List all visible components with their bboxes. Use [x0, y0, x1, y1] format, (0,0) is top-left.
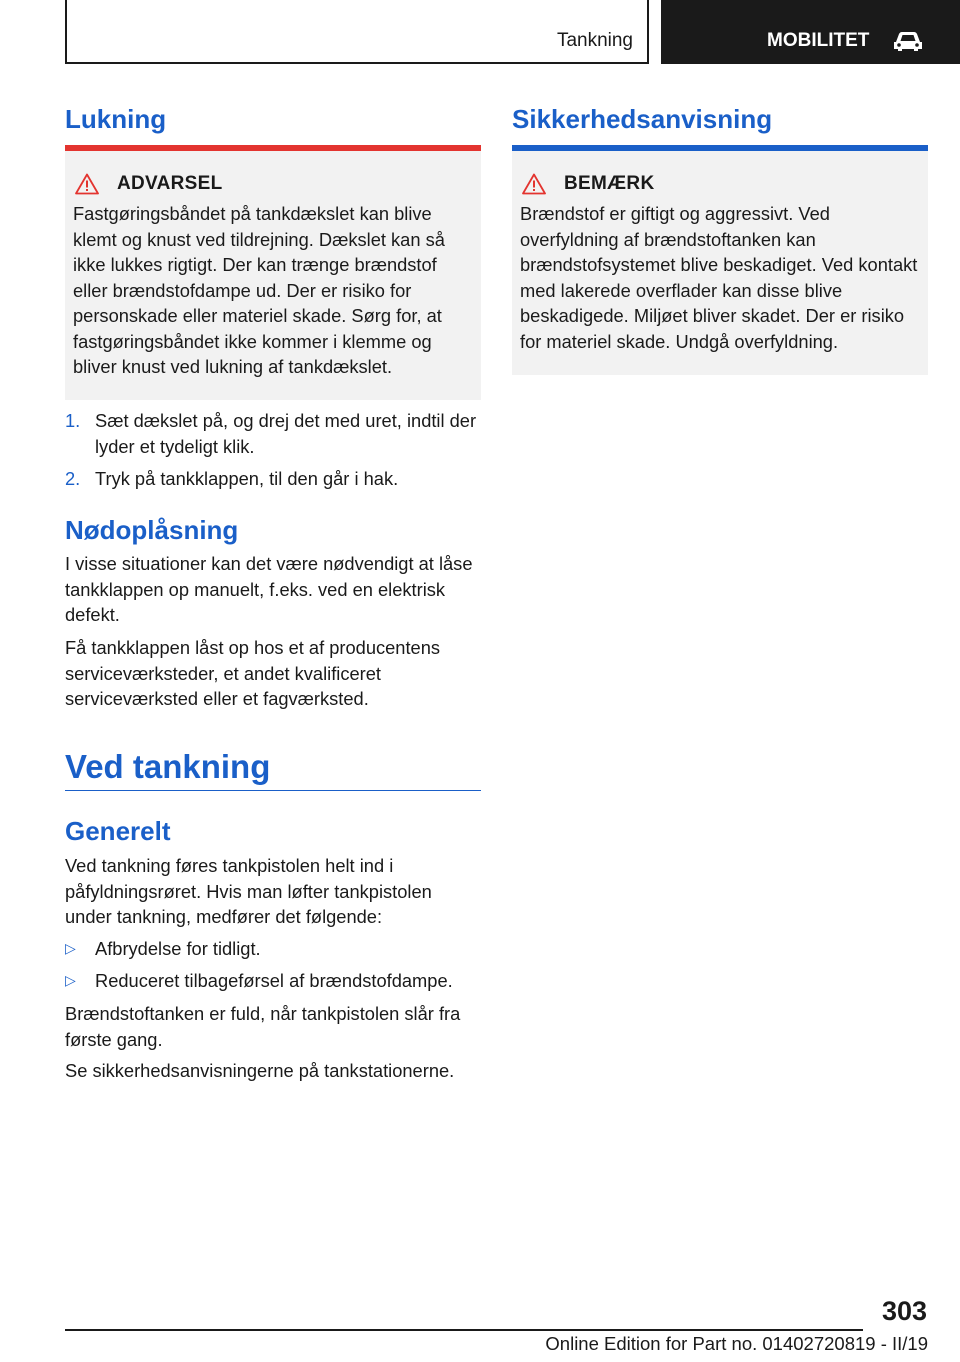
- emergency-paragraph-2: Få tankklappen låst op hos et af producentens serviceværksteder, et andet kvalificeret serviceværksted eller et fagværksted.: [65, 637, 441, 709]
- step-number: 2.: [65, 468, 81, 489]
- header-section-title: Tankning: [556, 30, 633, 51]
- header-chapter-title: MOBILITET: [767, 30, 870, 51]
- note-box: [512, 151, 928, 375]
- heading-closing: Lukning: [65, 104, 167, 134]
- warning-triangle-icon: [75, 173, 99, 195]
- heading-safety: Sikkerhedsanvisning: [512, 104, 773, 134]
- general-paragraph-3: Se sikkerhedsanvisningerne på tankstationerne.: [65, 1060, 455, 1081]
- step-number: 1.: [65, 410, 81, 431]
- warning-box: [65, 151, 481, 400]
- step-text: Tryk på tankklappen, til den går i hak.: [95, 468, 399, 489]
- list-item: [65, 466, 481, 492]
- heading-refuel: Ved tankning: [65, 748, 271, 785]
- bullet-text: Reduceret tilbageførsel af brændstofdampe.: [95, 970, 453, 991]
- bullet-text: Afbrydelse for tidligt.: [95, 938, 261, 959]
- warning-triangle-icon: [522, 173, 546, 195]
- emergency-paragraph-1: I visse situationer kan det være nødvendigt at låse tankklappen op manuelt, f.eks. ved en elektrisk defekt.: [65, 553, 473, 625]
- heading-general: Generelt: [65, 816, 171, 846]
- bullet-triangle-icon: ▷: [65, 972, 76, 988]
- warning-title: ADVARSEL: [117, 173, 223, 194]
- note-header: [520, 167, 920, 201]
- bullet-triangle-icon: ▷: [65, 940, 76, 956]
- section-rule: [65, 790, 481, 791]
- general-paragraph-1: Ved tankning føres tankpistolen helt ind i påfyldningsrøret. Hvis man løfter tankpistolen under tankning, medfører det følgende:: [65, 855, 432, 927]
- note-title: BEMÆRK: [564, 173, 655, 194]
- header-chapter-box: [661, 0, 960, 64]
- general-paragraph-2: Brændstoftanken er fuld, når tankpistolen slår fra første gang.: [65, 1003, 461, 1050]
- page-number: 303: [881, 1296, 927, 1326]
- car-icon: [892, 30, 924, 52]
- warning-body: Fastgøringsbåndet på tankdækslet kan blive klemt og knust ved tildrejning. Dækslet kan så ikke lukkes rigtigt. Der kan trænge brændstof eller brændstofdampe ud. Der er risiko for personskade eller materiel skade. Sørg for, at fastgøringsbåndet ikke kommer i klemme og bliver knust ved lukning af tankdækslet.: [73, 203, 445, 377]
- footer-edition: Online Edition for Part no. 01402720819 - II/19: [545, 1333, 928, 1354]
- warning-header: [73, 167, 473, 201]
- header-section-box: [65, 0, 649, 64]
- list-item: [65, 408, 481, 459]
- note-body: Brændstof er giftigt og aggressivt. Ved overfyldning af brændstoftanken kan brændstofsystemet blive beskadiget. Ved kontakt med lakerede overflader kan disse blive beskadigede. Miljøet bliver skadet. Der er risiko for materiel skade. Undgå overfyldning.: [520, 203, 918, 352]
- heading-emergency: Nødoplåsning: [65, 515, 239, 545]
- list-item: [65, 936, 481, 962]
- step-text: Sæt dækslet på, og drej det med uret, indtil der lyder et tydeligt klik.: [95, 410, 477, 457]
- footer-rule: [65, 1329, 863, 1331]
- list-item: [65, 968, 481, 994]
